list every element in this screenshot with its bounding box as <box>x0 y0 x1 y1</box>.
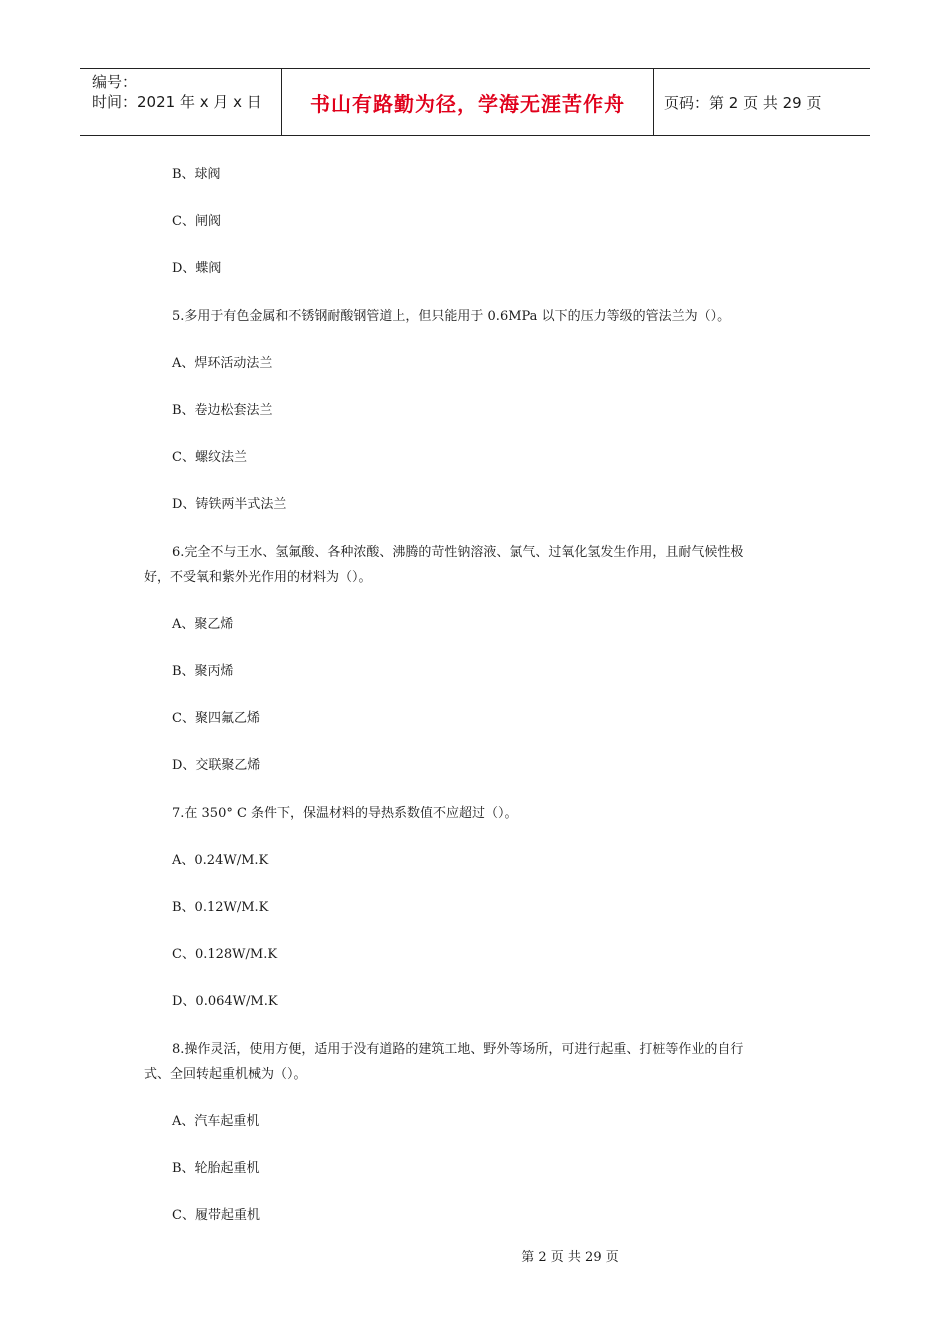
q8-option-a: A、汽车起重机 <box>172 1114 260 1129</box>
q6-option-a: A、聚乙烯 <box>172 617 234 632</box>
q7-option-a: A、0.24W/M.K <box>172 853 269 868</box>
q8-option-c: C、履带起重机 <box>172 1208 260 1223</box>
page-label: 页码：第 2 页 共 29 页 <box>664 93 822 112</box>
question-8-line-1: 8.操作灵活，使用方便，适用于没有道路的建筑工地、野外等场所，可进行起重、打桩等作业的自行 <box>172 1042 744 1057</box>
q5-option-c: C、螺纹法兰 <box>172 450 247 465</box>
q8-option-b: B、轮胎起重机 <box>172 1161 260 1176</box>
question-5: 5.多用于有色金属和不锈钢耐酸钢管道上，但只能用于 0.6MPa 以下的压力等级的管法兰为（）。 <box>172 309 731 324</box>
q6-option-d: D、交联聚乙烯 <box>172 758 261 773</box>
page-footer: 第 2 页 共 29 页 <box>521 1250 619 1265</box>
option-c-gate-valve: C、闸阀 <box>172 214 221 229</box>
q5-option-b: B、卷边松套法兰 <box>172 403 273 418</box>
q6-option-c: C、聚四氟乙烯 <box>172 711 260 726</box>
option-d-butterfly-valve: D、蝶阀 <box>172 261 222 276</box>
q6-option-b: B、聚丙烯 <box>172 664 234 679</box>
question-6-line-2: 好，不受氧和紫外光作用的材料为（）。 <box>144 570 372 585</box>
header-motto-cell <box>282 69 654 135</box>
q7-option-d: D、0.064W/M.K <box>172 994 278 1009</box>
q7-option-c: C、0.128W/M.K <box>172 947 278 962</box>
motto: 书山有路勤为径，学海无涯苦作舟 <box>310 91 625 116</box>
header-info-cell <box>80 69 282 135</box>
q5-option-a: A、焊环活动法兰 <box>172 356 273 371</box>
header-page-cell <box>654 69 870 135</box>
number-label: 编号： <box>92 73 138 91</box>
page-header <box>80 68 870 136</box>
q5-option-d: D、铸铁两半式法兰 <box>172 497 287 512</box>
time-label: 时间：2021 年 x 月 x 日 <box>92 93 262 111</box>
question-8-line-2: 式、全回转起重机械为（）。 <box>144 1067 307 1082</box>
question-6-line-1: 6.完全不与王水、氢氟酸、各种浓酸、沸腾的苛性钠溶液、氯气、过氧化氢发生作用，且耐气候性极 <box>172 545 744 560</box>
question-7: 7.在 350° C 条件下，保温材料的导热系数值不应超过（）。 <box>172 806 518 821</box>
option-b-ball-valve: B、球阀 <box>172 167 221 182</box>
q7-option-b: B、0.12W/M.K <box>172 900 269 915</box>
